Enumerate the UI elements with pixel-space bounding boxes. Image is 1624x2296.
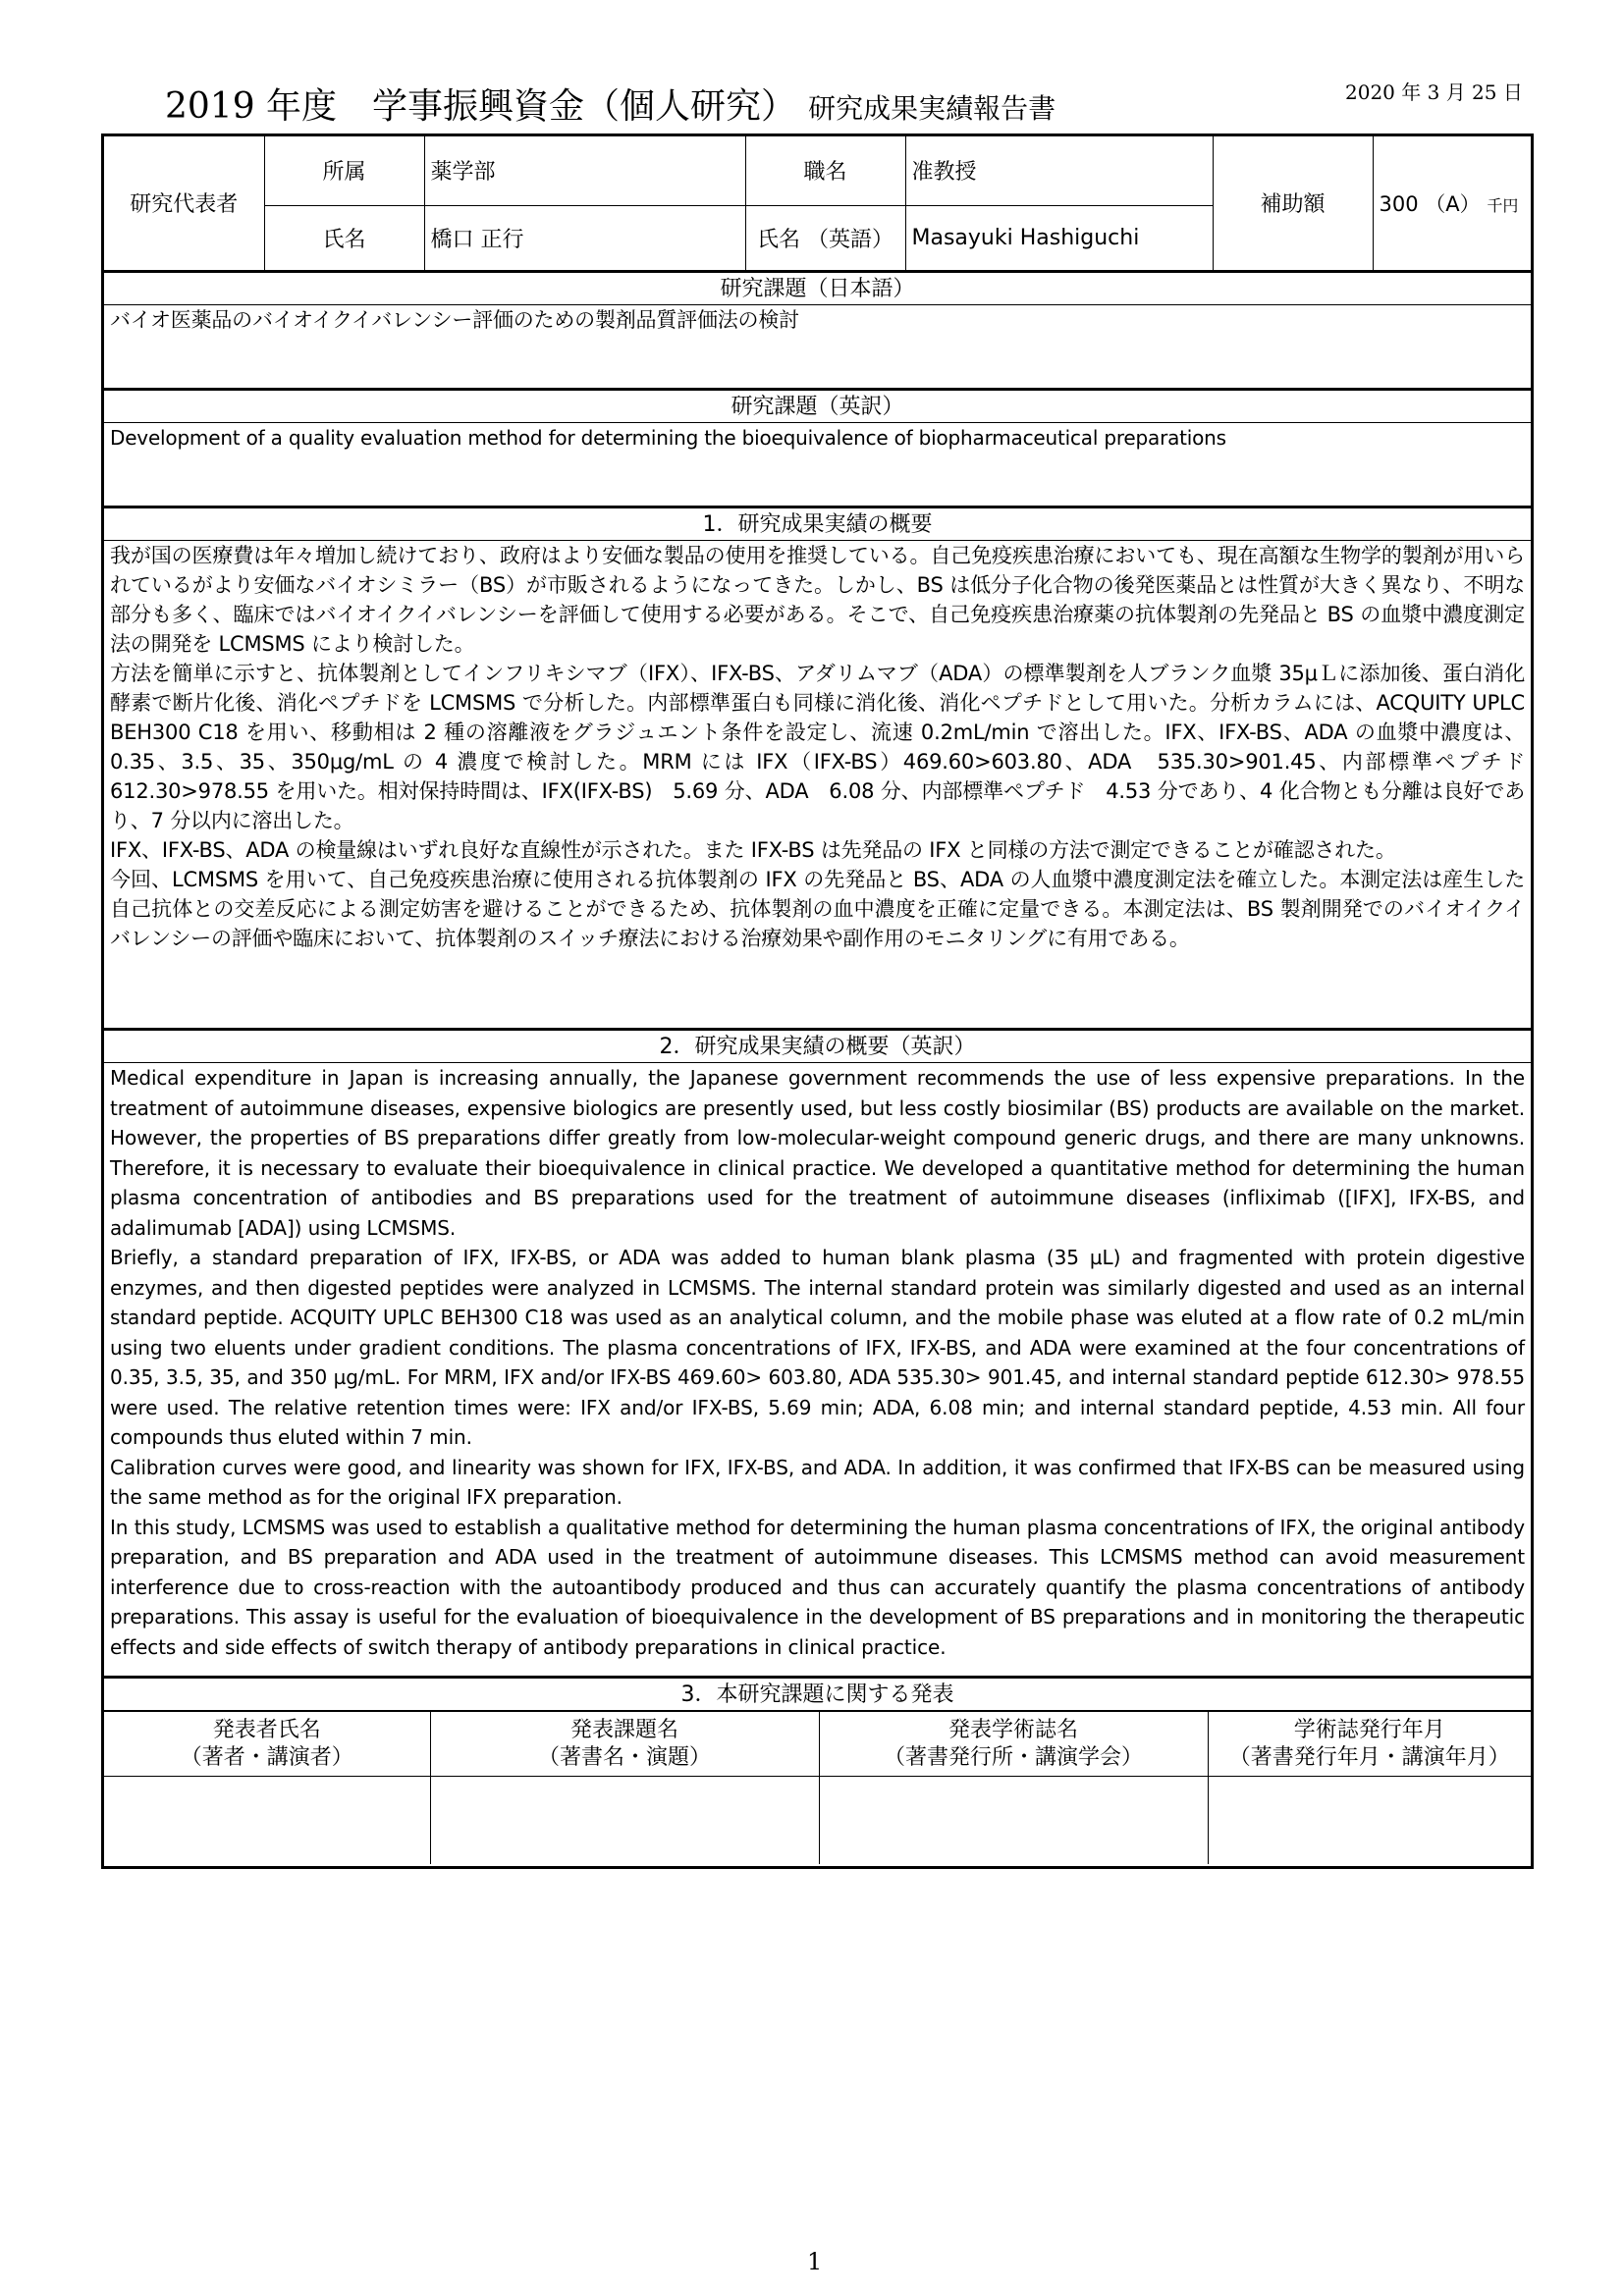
summary-en-paragraph: In this study, LCMSMS was used to establish a qualitative method for determining the human plasma concentrations of IFX, the original antibody preparation, and BS preparation and ADA used in the treatment of autoimmune diseases. This LCMSMS method can avoid measurement interference due to cross-reaction with the autoantibody produced and thus can accurately quantify the plasma concentrations of antibody preparations. This assay is useful for the evaluation of bioequivalence in the development of BS preparations and in monitoring the therapeutic effects and side effects of switch therapy of antibody preparations in clinical practice. bbox=[110, 1515, 1525, 1659]
summary-en-paragraph: Medical expenditure in Japan is increasing annually, the Japanese government recommends the use of less expensive preparations. In the treatment of autoimmune diseases, expensive biologics are presently used, but less costly biosimilar (BS) products are available on the market. However, the properties of BS preparations differ greatly from low-molecular-weight compound generic drugs, and there are many unknowns. Therefore, it is necessary to evaluate their bioequivalence in clinical practice. We developed a quantitative method for determining the human plasma concentration of antibodies and BS preparations used for the treatment of autoimmune diseases (infliximab ([IFX], IFX-BS, and adalimumab [ADA]) using LCMSMS. bbox=[110, 1066, 1525, 1240]
table-cell-empty bbox=[1208, 1777, 1531, 1864]
title-sub: 研究成果実績報告書 bbox=[808, 92, 1056, 125]
publications-section bbox=[104, 1676, 1531, 1866]
affil-label: 所属 bbox=[264, 136, 424, 205]
topic-ja-section bbox=[104, 270, 1531, 388]
name-en-value: Masayuki Hashiguchi bbox=[905, 205, 1213, 270]
researcher-info-table bbox=[104, 136, 1531, 271]
summary-en-body bbox=[104, 1063, 1531, 1662]
col-header-title: 発表課題名 （著書名・演題） bbox=[430, 1712, 819, 1777]
summary-en-title: 2．研究成果実績の概要（英訳） bbox=[104, 1028, 1531, 1063]
grant-value bbox=[1373, 136, 1531, 270]
topic-en-title: 研究課題（英訳） bbox=[104, 388, 1531, 423]
topic-ja-title: 研究課題（日本語） bbox=[104, 270, 1531, 305]
summary-ja-paragraph: 方法を簡単に示すと、抗体製剤としてインフリキシマブ（IFX）、IFX-BS、アダリムマブ（ADA）の標準製剤を人ブランク血漿 35μＬに添加後、蛋白消化酵素で断片化後、消化ペプチドを LCMSMS で分析した。内部標準蛋白も同様に消化後、消化ペプチドとして用いた。分析カラムには、ACQUITY UPLC BEH300 C18 を用い、移動相は 2 種の溶離液をグラジュエント条件を設定し、流速 0.2mL/min で溶出した。IFX、IFX-BS、ADA の血漿中濃度は、0.35、3.5、35、350μg/mL の 4 濃度で検討した。MRM には IFX（IFX-BS）469.60>603.80、ADA 535.30>901.45、内部標準ペプチド 612.30>978.55 を用いた。相対保持時間は、IFX(IFX-BS) 5.69 分、ADA 6.08 分、内部標準ペプチド 4.53 分であり、4 化合物とも分離は良好であり、7 分以内に溶出した。 bbox=[110, 662, 1545, 832]
summary-ja-paragraph: 我が国の医療費は年々増加し続けており、政府はより安価な製品の使用を推奨している。自己免疫疾患治療においても、現在高額な生物学的製剤が用いられているがより安価なバイオシミラー（BS）が市販されるようになってきた。しかし、BS は低分子化合物の後発医薬品とは性質が大きく異なり、不明な部分も多く、臨床ではバイオイクイバレンシーを評価して使用する必要がある。そこで、自己免疫疾患治療薬の抗体製剤の先発品と BS の血漿中濃度測定法の開発を LCMSMS により検討した。 bbox=[110, 544, 1525, 656]
grant-unit: 千円 bbox=[1487, 195, 1519, 215]
grant-label: 補助額 bbox=[1213, 136, 1373, 270]
topic-en-text: Development of a quality evaluation method for determining the bioequivalence of biopharmaceutical preparations bbox=[110, 426, 1226, 450]
summary-en-paragraph: Calibration curves were good, and linearity was shown for IFX, IFX-BS, and ADA. In addition, it was confirmed that IFX-BS can be measured using the same method as for the original IFX preparation. bbox=[110, 1455, 1525, 1509]
summary-ja-paragraph: IFX、IFX-BS、ADA の検量線はいずれ良好な直線性が示された。また IFX-BS は先発品の IFX と同様の方法で測定できることが確認された。 bbox=[110, 838, 1396, 862]
summary-ja-body bbox=[104, 541, 1545, 953]
topic-en-section bbox=[104, 388, 1531, 506]
summary-ja-title: 1．研究成果実績の概要 bbox=[104, 506, 1531, 541]
name-label: 氏名 bbox=[264, 205, 424, 270]
summary-en-section bbox=[104, 1028, 1531, 1676]
col-header-journal: 発表学術誌名 （著書発行所・講演学会） bbox=[819, 1712, 1208, 1777]
table-cell-empty bbox=[819, 1777, 1208, 1864]
summary-ja-section bbox=[104, 506, 1545, 1028]
name-value: 橋口 正行 bbox=[424, 205, 745, 270]
summary-ja-paragraph: 今回、LCMSMS を用いて、自己免疫疾患治療に使用される抗体製剤の IFX の先発品と BS、ADA の人血漿中濃度測定法を確立した。本測定法は産生した自己抗体との交差反応による測定妨害を避けることができるため、抗体製剤の血中濃度を正確に定量できる。本測定法は、BS 製剤開発でのバイオイクイバレンシーの評価や臨床において、抗体製剤のスイッチ療法における治療効果や副作用のモニタリングに有用である。 bbox=[110, 868, 1525, 950]
page-number: 1 bbox=[807, 2248, 823, 2275]
table-cell-empty bbox=[430, 1777, 819, 1864]
report-title bbox=[165, 79, 1056, 129]
publications-title: 3．本研究課題に関する発表 bbox=[104, 1676, 1531, 1711]
col-header-presenter: 発表者氏名 （著者・講演者） bbox=[104, 1712, 430, 1777]
table-cell-empty bbox=[104, 1777, 430, 1864]
title-main: 2019 年度 学事振興資金（個人研究） bbox=[165, 86, 797, 127]
publications-table bbox=[104, 1711, 1531, 1864]
report-date: 2020 年 3 月 25 日 bbox=[1345, 80, 1523, 104]
col-header-date: 学術誌発行年月 （著書発行年月・講演年月） bbox=[1208, 1712, 1531, 1777]
affil-value: 薬学部 bbox=[424, 136, 745, 205]
position-label: 職名 bbox=[745, 136, 905, 205]
name-en-label: 氏名 （英語） bbox=[745, 205, 905, 270]
grant-amount: 300 （A） bbox=[1379, 191, 1481, 216]
topic-ja-text: バイオ医薬品のバイオイクイバレンシー評価のための製剤品質評価法の検討 bbox=[110, 308, 799, 332]
report-form bbox=[101, 133, 1545, 1869]
position-value: 准教授 bbox=[905, 136, 1213, 205]
rep-label: 研究代表者 bbox=[104, 136, 264, 270]
summary-en-paragraph: Briefly, a standard preparation of IFX, IFX-BS, or ADA was added to human blank plasma (35 µL) and fragmented with protein digestive enzymes, and then digested peptides were analyzed in LCMSMS. The internal standard protein was similarly digested and used as an internal standard peptide. ACQUITY UPLC BEH300 C18 was used as an analytical column, and the mobile phase was eluted at a flow rate of 0.2 mL/min using two eluents under gradient conditions. The plasma concentrations of IFX, IFX-BS, and ADA were examined at the four concentrations of 0.35, 3.5, 35, and 350 µg/mL. For MRM, IFX and/or IFX-BS 469.60> 603.80, ADA 535.30> 901.45, and internal standard peptide 612.30> 978.55 were used. The relative retention times were: IFX and/or IFX-BS, 5.69 min; ADA, 6.08 min; and internal standard peptide, 4.53 min. All four compounds thus eluted within 7 min. bbox=[110, 1246, 1525, 1449]
